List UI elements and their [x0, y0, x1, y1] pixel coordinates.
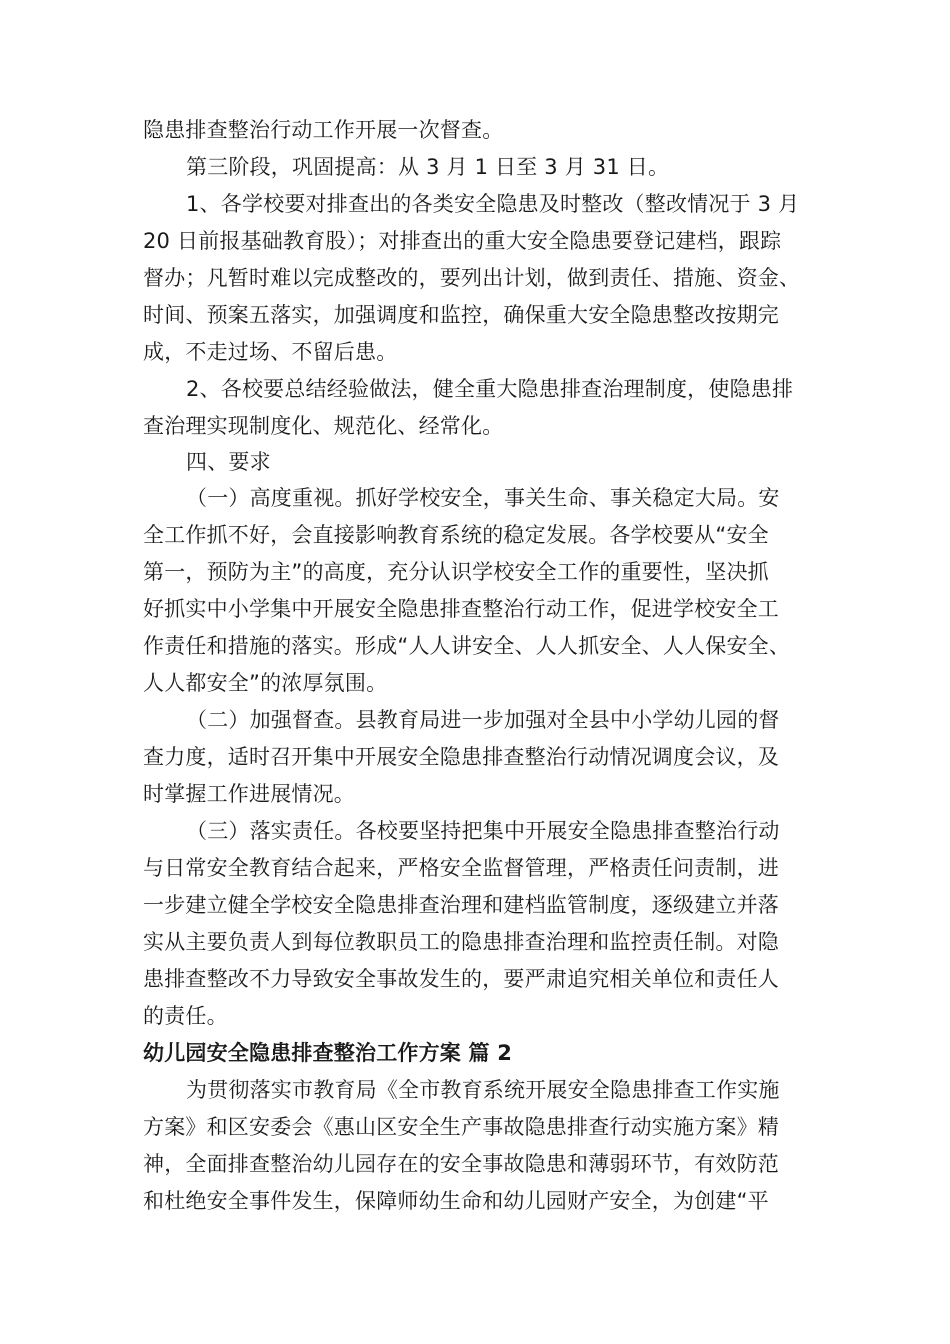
- text-line: 人人都安全”的浓厚氛围。: [143, 671, 388, 695]
- text-line: 查力度，适时召开集中开展安全隐患排查整治行动情况调度会议，及: [143, 745, 779, 769]
- text-line: 患排查整改不力导致安全事故发生的，要严肃追究相关单位和责任人: [143, 967, 779, 991]
- text-line: （三）落实责任。各校要坚持把集中开展安全隐患排查整治行动: [186, 819, 780, 843]
- text-line: 20 日前报基础教育股）；对排查出的重大安全隐患要登记建档，跟踪: [143, 229, 782, 253]
- text-line: 与日常安全教育结合起来，严格安全监督管理，严格责任问责制，进: [143, 856, 779, 880]
- text-line: 方案》和区安委会《惠山区安全生产事故隐患排查行动实施方案》精: [143, 1115, 779, 1139]
- section-heading: 四、要求: [186, 450, 271, 474]
- text-line: 作责任和措施的落实。形成“人人讲安全、人人抓安全、人人保安全、: [143, 634, 791, 658]
- text-line: 时间、预案五落实，加强调度和监控，确保重大安全隐患整改按期完: [143, 303, 779, 327]
- text-line: 第一，预防为主”的高度，充分认识学校安全工作的重要性，坚决抓: [143, 560, 769, 584]
- text-line: 成，不走过场、不留后患。: [143, 340, 398, 364]
- text-line: 为贯彻落实市教育局《全市教育系统开展安全隐患排查工作实施: [186, 1078, 780, 1102]
- text-line: 好抓实中小学集中开展安全隐患排查整治行动工作，促进学校安全工: [143, 597, 779, 621]
- text-line: 的责任。: [143, 1004, 228, 1028]
- text-line: 第三阶段，巩固提高：从 3 月 1 日至 3 月 31 日。: [186, 155, 670, 179]
- text-line: 神，全面排查整治幼儿园存在的安全事故隐患和薄弱环节，有效防范: [143, 1152, 779, 1176]
- text-line: 查治理实现制度化、规范化、经常化。: [143, 414, 504, 438]
- text-line: 实从主要负责人到每位教职员工的隐患排查治理和监控责任制。对隐: [143, 930, 779, 954]
- text-line: 1、各学校要对排查出的各类安全隐患及时整改（整改情况于 3 月: [186, 192, 800, 216]
- text-line: 和杜绝安全事件发生，保障师幼生命和幼儿园财产安全，为创建“平: [143, 1189, 769, 1213]
- text-line: 一步建立健全学校安全隐患排查治理和建档监管制度，逐级建立并落: [143, 893, 779, 917]
- text-line: 全工作抓不好，会直接影响教育系统的稳定发展。各学校要从“安全: [143, 523, 769, 547]
- article-title: 幼儿园安全隐患排查整治工作方案 篇 2: [143, 1041, 513, 1065]
- text-line: 时掌握工作进展情况。: [143, 782, 355, 806]
- text-line: （一）高度重视。抓好学校安全，事关生命、事关稳定大局。安: [186, 486, 780, 510]
- text-line: （二）加强督查。县教育局进一步加强对全县中小学幼儿园的督: [186, 708, 780, 732]
- text-line: 督办；凡暂时难以完成整改的，要列出计划，做到责任、措施、资金、: [143, 266, 801, 290]
- text-line: 隐患排查整治行动工作开展一次督查。: [143, 118, 504, 142]
- text-line: 2、各校要总结经验做法，健全重大隐患排查治理制度，使隐患排: [186, 377, 794, 401]
